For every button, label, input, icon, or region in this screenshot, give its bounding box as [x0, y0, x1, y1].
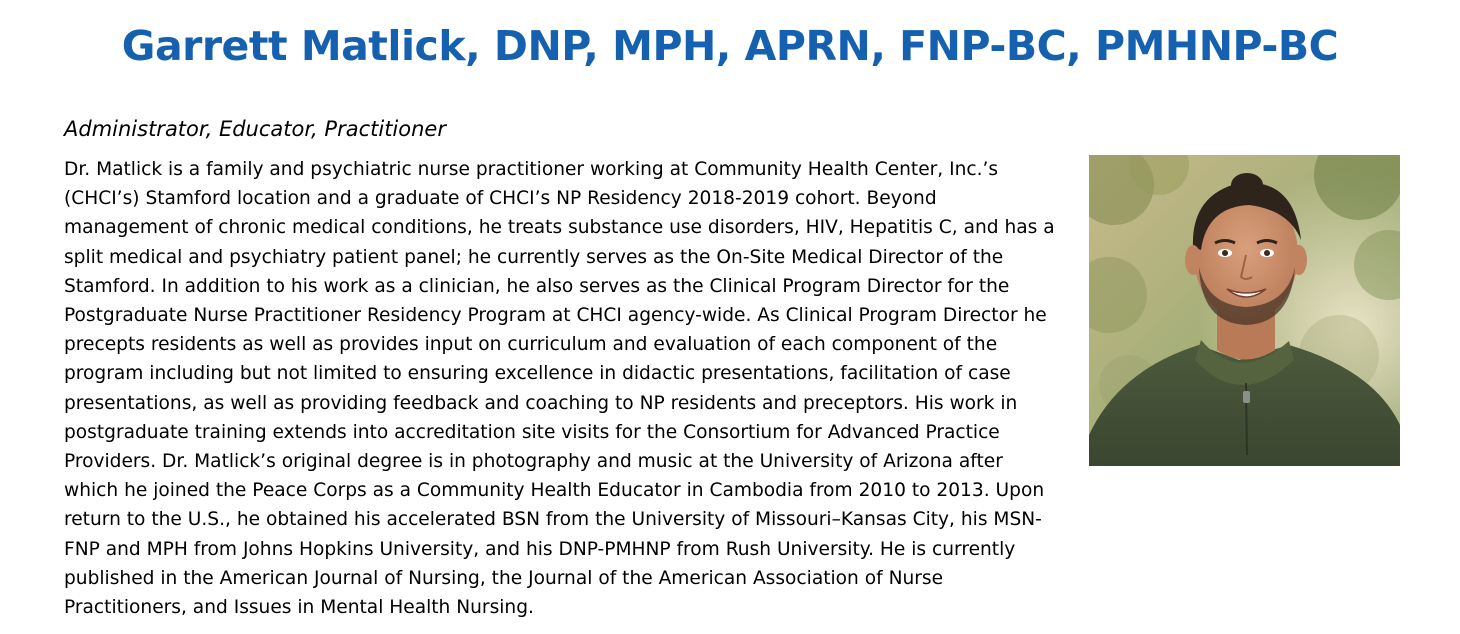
bio-line: presentations, as well as providing feedback and coaching to NP residents and preceptors. His work in	[64, 392, 1018, 414]
bio-line: Practitioners, and Issues in Mental Health Nursing.	[64, 597, 534, 619]
bio-line: split medical and psychiatry patient panel; he currently serves as the On-Site Medical Director of the	[64, 246, 1004, 268]
bio-line: Stamford. In addition to his work as a clinician, he also serves as the Clinical Program Director for the	[64, 275, 1010, 297]
bio-line: FNP and MPH from Johns Hopkins University, and his DNP-PMHNP from Rush University. He is currently	[64, 538, 1016, 560]
bio-line: postgraduate training extends into accreditation site visits for the Consortium for Advanced Practice	[64, 421, 1000, 443]
bio-line: precepts residents as well as provides input on curriculum and evaluation of each component of the	[64, 334, 998, 356]
bio-line: management of chronic medical conditions, he treats substance use disorders, HIV, Hepatitis C, and has a	[64, 217, 1055, 239]
bio-line: Providers. Dr. Matlick’s original degree is in photography and music at the University of Arizona after	[64, 451, 1003, 473]
bio-line: program including but not limited to ensuring excellence in didactic presentations, facilitation of case	[64, 363, 1011, 385]
page-title: Garrett Matlick, DNP, MPH, APRN, FNP-BC, PMHNP-BC	[121, 22, 1339, 70]
bio-line: return to the U.S., he obtained his accelerated BSN from the University of Missouri–Kansas City, his MSN-	[64, 509, 1042, 531]
bio-line: Dr. Matlick is a family and psychiatric nurse practitioner working at Community Health Center, Inc.’s	[64, 159, 999, 180]
bio-line: (CHCI’s) Stamford location and a graduate of CHCI’s NP Residency 2018-2019 cohort. Beyond	[64, 188, 937, 210]
bio-line: published in the American Journal of Nursing, the Journal of the American Association of Nurse	[64, 567, 944, 589]
portrait-photo	[1089, 155, 1400, 466]
biography-text	[64, 155, 1074, 622]
roles-subtitle: Administrator, Educator, Practitioner	[64, 117, 446, 141]
bio-line: Postgraduate Nurse Practitioner Residency Program at CHCI agency-wide. As Clinical Program Director he	[64, 305, 1047, 327]
bio-line: which he joined the Peace Corps as a Community Health Educator in Cambodia from 2010 to 2013. Upon	[64, 480, 1045, 502]
